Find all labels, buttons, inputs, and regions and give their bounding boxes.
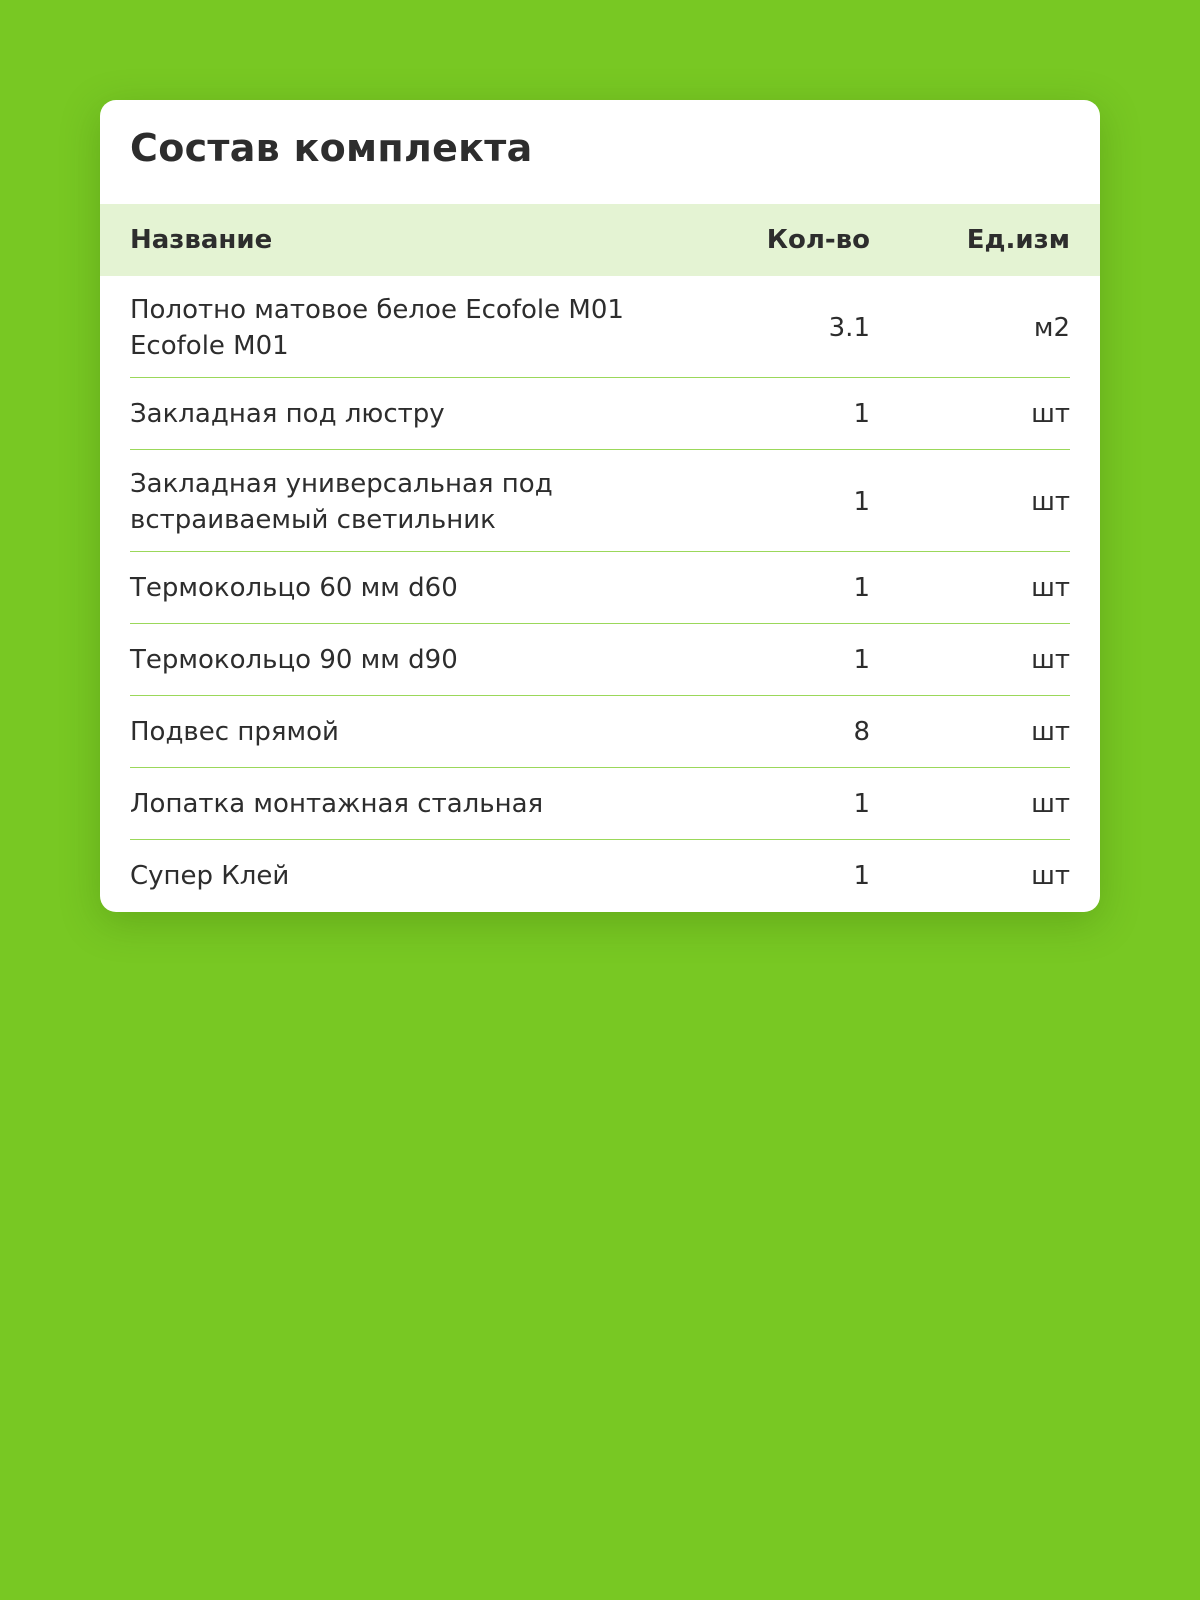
header-unit: Ед.изм	[966, 225, 1070, 255]
row-name: Полотно матовое белое Ecofole M01 Ecofole M01	[130, 294, 624, 361]
row-qty: 1	[853, 572, 870, 603]
row-unit: шт	[1031, 398, 1070, 429]
row-name: Термокольцо 90 мм d90	[130, 644, 458, 675]
row-unit: шт	[1031, 572, 1070, 603]
row-unit: шт	[1031, 486, 1070, 517]
row-qty: 3.1	[828, 312, 870, 343]
row-qty: 1	[853, 486, 870, 517]
row-qty: 1	[853, 644, 870, 675]
row-unit: шт	[1031, 788, 1070, 819]
row-qty: 1	[853, 398, 870, 429]
row-name: Закладная под люстру	[130, 398, 445, 429]
row-qty: 1	[853, 788, 870, 819]
table-row	[130, 378, 1070, 450]
table-row	[130, 624, 1070, 696]
table-header	[100, 204, 1100, 276]
card-title: Состав комплекта	[130, 126, 533, 170]
table-body	[100, 276, 1100, 912]
row-name: Термокольцо 60 мм d60	[130, 572, 458, 603]
table-row	[130, 450, 1070, 552]
row-unit: шт	[1031, 716, 1070, 747]
row-unit: шт	[1031, 644, 1070, 675]
row-name: Подвес прямой	[130, 716, 339, 747]
table-row	[130, 768, 1070, 840]
row-name: Лопатка монтажная стальная	[130, 788, 544, 819]
row-qty: 1	[853, 861, 870, 891]
row-unit: м2	[1033, 312, 1070, 343]
row-unit: шт	[1031, 861, 1070, 891]
table-row	[130, 840, 1070, 912]
row-name: Закладная универсальная под встраиваемый светильник	[130, 468, 553, 535]
row-qty: 8	[853, 716, 870, 747]
table-row	[130, 552, 1070, 624]
header-name: Название	[130, 225, 273, 255]
table-row	[130, 696, 1070, 768]
table-row	[130, 276, 1070, 378]
header-qty: Кол-во	[766, 225, 870, 255]
kit-composition-card	[100, 100, 1100, 912]
row-name: Супер Клей	[130, 861, 290, 891]
